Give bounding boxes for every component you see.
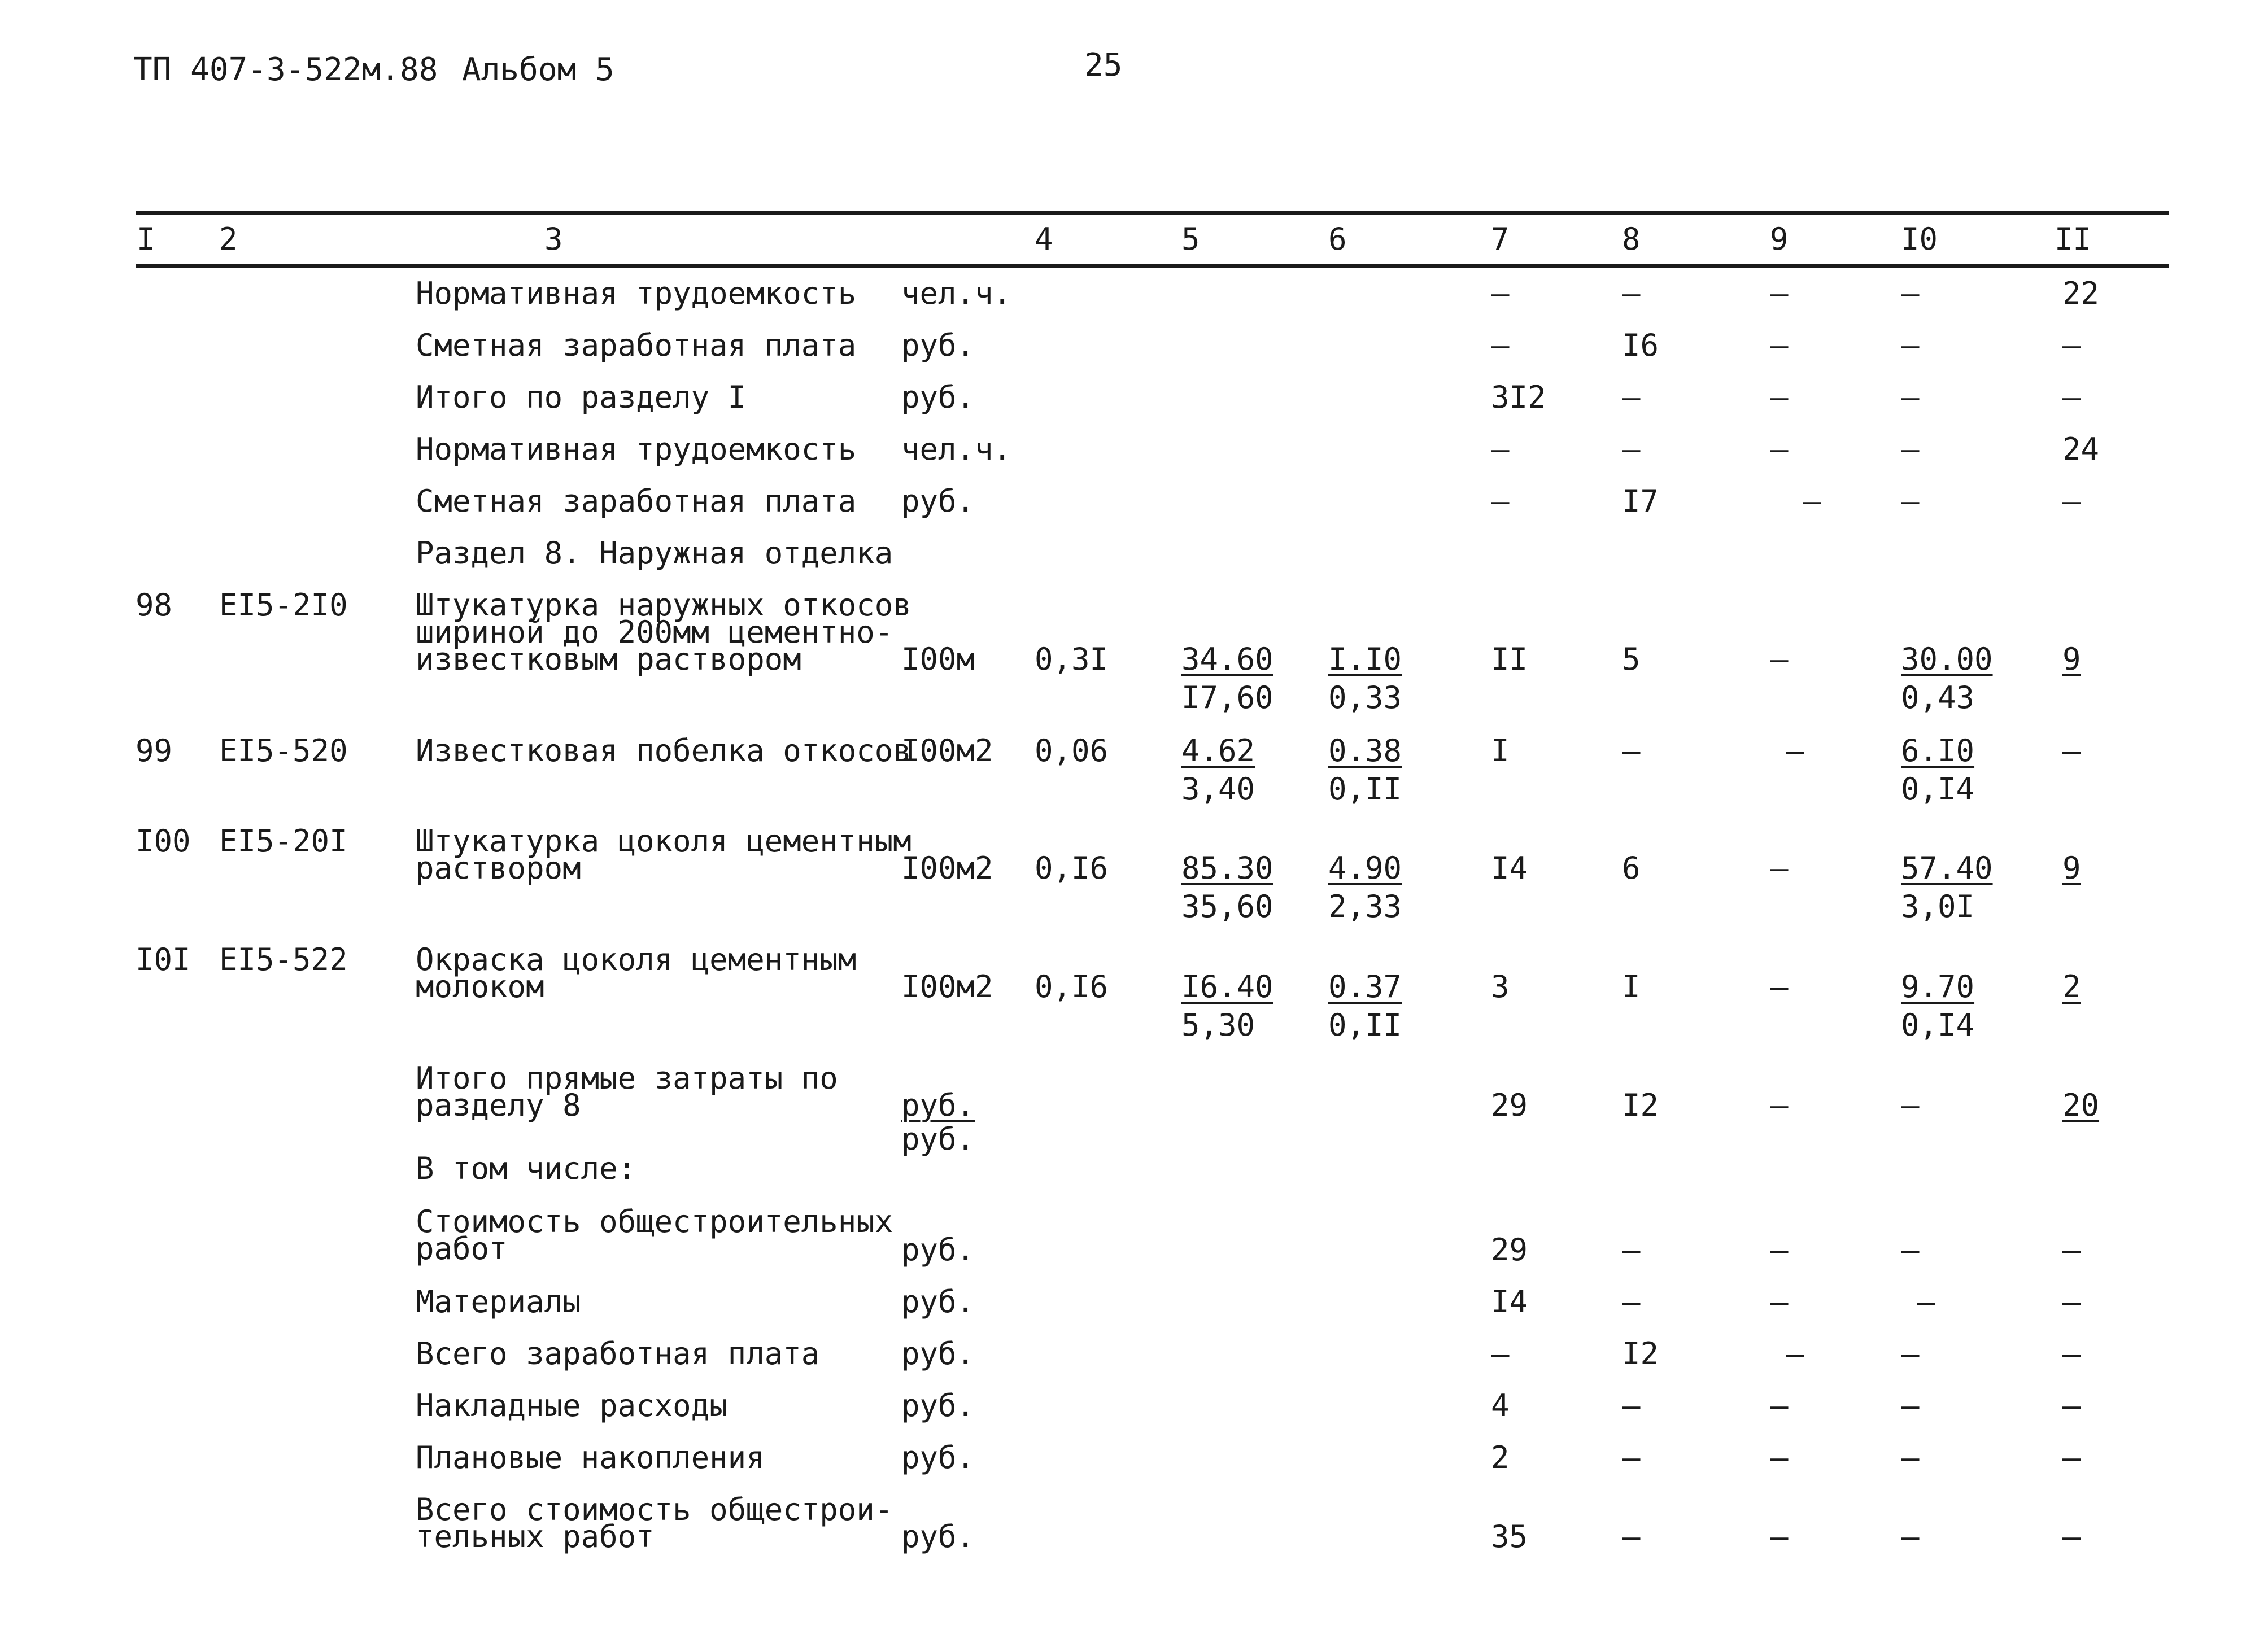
row-unit: чел.ч.	[901, 431, 1012, 467]
cell-col9: –	[1770, 1519, 1789, 1554]
table-top-rule	[136, 211, 2169, 215]
row-name: Нормативная трудоемкость	[416, 431, 857, 467]
cell-col6-top: 4.90	[1328, 850, 1402, 886]
row-name: Штукатурка цоколя цементным	[416, 823, 911, 859]
row-name: Известковая побелка откосов	[416, 733, 911, 768]
row-name: Сметная заработная плата	[416, 327, 857, 363]
row-unit: руб.	[901, 1336, 975, 1371]
cell-col5-top: 85.30	[1181, 850, 1273, 886]
cell-col9: –	[1803, 483, 1821, 519]
row-name: Штукатурка наружных откосов	[416, 587, 911, 623]
row-unit: руб.	[901, 1284, 975, 1320]
cell-col10: –	[1901, 1336, 1920, 1371]
cell-col7: 3	[1491, 969, 1510, 1004]
column-header-7: 7	[1491, 221, 1510, 257]
cell-col11: –	[2062, 1232, 2081, 1268]
cell-col7: –	[1491, 327, 1510, 363]
row-name: разделу 8	[416, 1087, 581, 1123]
cell-col6-bottom: 0,II	[1328, 1007, 1402, 1043]
row-name: Плановые накопления	[416, 1440, 765, 1475]
cell-col5-bottom: 3,40	[1181, 771, 1255, 807]
cell-col8: –	[1622, 1232, 1641, 1268]
cell-col9: –	[1770, 431, 1789, 467]
cell-col10-bottom: 3,0I	[1901, 889, 1975, 924]
column-header-8: 8	[1622, 221, 1641, 257]
cell-col9: –	[1770, 327, 1789, 363]
cell-col9: –	[1770, 379, 1789, 415]
cell-col10: –	[1901, 431, 1920, 467]
cell-col10: –	[1917, 1284, 1935, 1320]
row-name: шириной до 200мм цементно-	[416, 614, 893, 650]
cell-col8: –	[1622, 733, 1641, 768]
row-name: Окраска цоколя цементным	[416, 942, 857, 977]
cell-col11: 22	[2062, 276, 2100, 311]
row-quantity: 0,3I	[1035, 641, 1109, 677]
cell-col11: –	[2062, 1440, 2081, 1475]
cell-col6-top: I.I0	[1328, 641, 1402, 677]
cell-col11: –	[2062, 1519, 2081, 1554]
column-header-5: 5	[1181, 221, 1200, 257]
cell-col8: –	[1622, 431, 1641, 467]
cell-col9: –	[1770, 1232, 1789, 1268]
cell-col11: –	[2062, 379, 2081, 415]
cell-col8: –	[1622, 1388, 1641, 1423]
cell-col6-bottom: 0,33	[1328, 680, 1402, 715]
row-name: Всего заработная плата	[416, 1336, 820, 1371]
cell-col10: –	[1901, 327, 1920, 363]
cell-col10-bottom: 0,I4	[1901, 1007, 1975, 1043]
column-header-3: 3	[544, 221, 563, 257]
cell-col7: I	[1491, 733, 1510, 768]
row-code: EI5-522	[219, 942, 348, 977]
row-name: тельных работ	[416, 1519, 655, 1554]
row-name: Накладные расходы	[416, 1388, 728, 1423]
cell-col6-bottom: 0,II	[1328, 771, 1402, 807]
cell-col11: –	[2062, 733, 2081, 768]
cell-col7: –	[1491, 276, 1510, 311]
cell-col8: –	[1622, 1519, 1641, 1554]
row-number: I0I	[136, 942, 191, 977]
cell-col5-bottom: 5,30	[1181, 1007, 1255, 1043]
row-code: EI5-520	[219, 733, 348, 768]
cell-col11: –	[2062, 1284, 2081, 1320]
cell-col7: 4	[1491, 1388, 1510, 1423]
cell-col10-top: 9.70	[1901, 969, 1975, 1004]
row-unit: руб.	[901, 379, 975, 415]
row-unit: I00м2	[901, 733, 993, 768]
cell-col8: –	[1622, 276, 1641, 311]
cell-col5-bottom: 35,60	[1181, 889, 1273, 924]
cell-col9: –	[1770, 1440, 1789, 1475]
row-unit: I00м	[901, 641, 975, 677]
cell-col9: –	[1786, 1336, 1804, 1371]
cell-col8: 6	[1622, 850, 1641, 886]
row-unit: руб.	[901, 483, 975, 519]
cell-col7: –	[1491, 431, 1510, 467]
cell-col11: 9	[2062, 641, 2081, 677]
cell-col10-bottom: 0,43	[1901, 680, 1975, 715]
cell-col9: –	[1770, 641, 1789, 677]
cell-col10: –	[1901, 276, 1920, 311]
cell-col8: I2	[1622, 1087, 1659, 1123]
row-quantity: 0,I6	[1035, 850, 1109, 886]
row-name: Итого прямые затраты по	[416, 1060, 838, 1096]
cell-col10: –	[1901, 1388, 1920, 1423]
cell-col5-bottom: I7,60	[1181, 680, 1273, 715]
cell-col7: II	[1491, 641, 1528, 677]
cell-col5-top: 34.60	[1181, 641, 1273, 677]
section-heading: Раздел 8. Наружная отделка	[416, 535, 893, 571]
row-name: известковым раствором	[416, 641, 801, 677]
row-quantity: 0,I6	[1035, 969, 1109, 1004]
row-unit-bottom: руб.	[901, 1121, 975, 1157]
cell-col7: I4	[1491, 1284, 1528, 1320]
cell-col7: 29	[1491, 1087, 1528, 1123]
page-number: 25	[1084, 47, 1123, 84]
cell-col10: –	[1901, 379, 1920, 415]
column-header-6: 6	[1328, 221, 1347, 257]
cell-col8: I6	[1622, 327, 1659, 363]
cell-col11: –	[2062, 1336, 2081, 1371]
column-header-10: I0	[1901, 221, 1938, 257]
cell-col11: –	[2062, 483, 2081, 519]
cell-col9: –	[1770, 276, 1789, 311]
cell-col9: –	[1770, 850, 1789, 886]
cell-col10-top: 6.I0	[1901, 733, 1975, 768]
cell-col10-top: 57.40	[1901, 850, 1993, 886]
row-name: раствором	[416, 850, 581, 886]
row-name: Материалы	[416, 1284, 581, 1320]
cell-col9: –	[1770, 1087, 1789, 1123]
cell-col11: 2	[2062, 969, 2081, 1004]
row-unit: I00м2	[901, 969, 993, 1004]
cell-col11: 9	[2062, 850, 2081, 886]
cell-col9: –	[1770, 969, 1789, 1004]
cell-col6-top: 0.38	[1328, 733, 1402, 768]
row-unit-top: руб.	[901, 1087, 975, 1123]
row-number: 99	[136, 733, 173, 768]
cell-col7: 2	[1491, 1440, 1510, 1475]
cell-col11: 20	[2062, 1087, 2100, 1123]
row-code: EI5-20I	[219, 823, 348, 859]
column-header-9: 9	[1770, 221, 1789, 257]
column-header-11: II	[2055, 221, 2092, 257]
row-number: I00	[136, 823, 191, 859]
cell-col8: I7	[1622, 483, 1659, 519]
column-header-2: 2	[219, 221, 238, 257]
cell-col7: 29	[1491, 1232, 1528, 1268]
cell-col8: –	[1622, 379, 1641, 415]
row-name: Всего стоимость общестрои-	[416, 1492, 893, 1527]
cell-col11: –	[2062, 327, 2081, 363]
cell-col11: 24	[2062, 431, 2100, 467]
cell-col10-top: 30.00	[1901, 641, 1993, 677]
row-unit: руб.	[901, 1519, 975, 1554]
cell-col8: I2	[1622, 1336, 1659, 1371]
cell-col5-top: 4.62	[1181, 733, 1255, 768]
cell-col11: –	[2062, 1388, 2081, 1423]
cell-col6-bottom: 2,33	[1328, 889, 1402, 924]
cell-col7: 3I2	[1491, 379, 1546, 415]
cell-col5-top: I6.40	[1181, 969, 1273, 1004]
row-unit: I00м2	[901, 850, 993, 886]
row-name: Сметная заработная плата	[416, 483, 857, 519]
album-label: Альбом 5	[462, 51, 614, 88]
row-unit: руб.	[901, 1440, 975, 1475]
cell-col6-top: 0.37	[1328, 969, 1402, 1004]
cell-col9: –	[1770, 1284, 1789, 1320]
row-quantity: 0,06	[1035, 733, 1109, 768]
cell-col8: –	[1622, 1440, 1641, 1475]
subheading-including: В том числе:	[416, 1151, 636, 1186]
row-unit: руб.	[901, 1232, 975, 1268]
cell-col8: –	[1622, 1284, 1641, 1320]
row-name: молоком	[416, 969, 544, 1004]
cell-col9: –	[1786, 733, 1804, 768]
cell-col7: –	[1491, 483, 1510, 519]
cell-col8: I	[1622, 969, 1641, 1004]
cell-col10: –	[1901, 1087, 1920, 1123]
document-code: ТП 407-3-522м.88	[133, 51, 438, 88]
cell-col10: –	[1901, 1519, 1920, 1554]
column-header-1: I	[137, 221, 155, 257]
row-name: Стоимость общестроительных	[416, 1204, 893, 1239]
cell-col8: 5	[1622, 641, 1641, 677]
row-name: Нормативная трудоемкость	[416, 276, 857, 311]
row-unit: чел.ч.	[901, 276, 1012, 311]
row-unit: руб.	[901, 327, 975, 363]
cell-col7: –	[1491, 1336, 1510, 1371]
cell-col10: –	[1901, 483, 1920, 519]
cell-col10-bottom: 0,I4	[1901, 771, 1975, 807]
cell-col10: –	[1901, 1232, 1920, 1268]
row-name: работ	[416, 1231, 508, 1266]
row-code: EI5-2I0	[219, 587, 348, 623]
cell-col9: –	[1770, 1388, 1789, 1423]
row-unit: руб.	[901, 1388, 975, 1423]
cell-col10: –	[1901, 1440, 1920, 1475]
column-header-4: 4	[1035, 221, 1053, 257]
row-number: 98	[136, 587, 173, 623]
row-name: Итого по разделу I	[416, 379, 747, 415]
table-header-rule	[136, 264, 2169, 268]
cell-col7: I4	[1491, 850, 1528, 886]
cell-col7: 35	[1491, 1519, 1528, 1554]
